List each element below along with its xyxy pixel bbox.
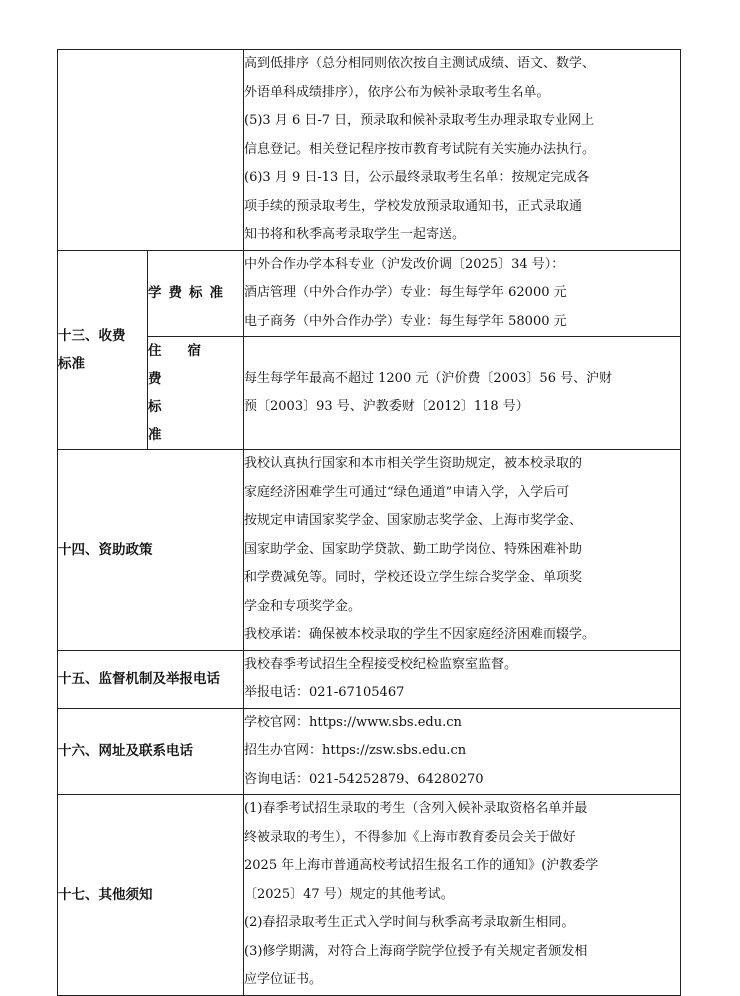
text-line: 应学位证书。 [244,972,323,987]
fees-heading-line2: 标准 [58,355,85,372]
text-line: 国家助学金、国家助学贷款、勤工助学岗位、特殊困难补助 [244,541,583,557]
continuation-row [58,50,681,251]
other-content [244,795,681,996]
text-line: 酒店管理（中外合作办学）专业：每生每学年 62000 元 [244,285,567,300]
text-line: 家庭经济困难学生可通过“绿色通道”申请入学，入学后可 [244,484,570,500]
fees-lodging-row [58,337,681,450]
lodging-label-line2: 标准 [148,399,216,443]
text-line: 和学费减免等。同时，学校还设立学生综合奖学金、单项奖 [244,570,583,585]
admissions-website-line: 招生办官网：https://zsw.sbs.edu.cn [244,743,467,758]
text-line: 中外合作办学本科专业（沪发改价调〔2025〕34 号）： [244,256,565,272]
lodging-label-line1: 住宿费 [148,343,227,387]
continuation-content [244,50,681,251]
lodging-content [244,337,681,450]
website-line: 学校官网：https://www.sbs.edu.cn [244,714,462,730]
supervision-row [58,650,681,708]
supervision-content [244,650,681,708]
aid-row [58,450,681,651]
text-line: 电子商务（中外合作办学）专业：每生每学年 58000 元 [244,313,567,329]
text-line: (3)修学期满，对符合上海商学院学位授予有关规定者颁发相 [244,943,588,959]
text-line: 终被录取的考生），不得参加《上海市教育委员会关于做好 [244,829,576,845]
text-line: 外语单科成绩排序），依序公布为候补录取考生名单。 [244,84,550,100]
tuition-label-cell [148,250,244,337]
aid-heading: 十四、资助政策 [58,450,244,651]
text-line: 预〔2003〕93 号、沪教委财〔2012〕118 号） [244,399,529,414]
text-line: 项手续的预录取考生，学校发放预录取通知书，正式录取通 [244,198,583,214]
fees-heading-line1: 十三、收费 [58,327,126,344]
text-line: 我校春季考试招生全程接受校纪检监察室监督。 [244,656,518,672]
aid-content [244,450,681,651]
text-line: 我校承诺：确保被本校录取的学生不因家庭经济困难而辍学。 [244,627,596,642]
text-line: 我校认真执行国家和本市相关学生资助规定，被本校录取的 [244,456,583,471]
fees-tuition-row [58,250,681,337]
text-line: (5)3 月 6 日-7 日，预录取和候补录取考生办理录取专业网上 [244,113,595,128]
tuition-label: 学费标准 [148,285,230,302]
text-line: 信息登记。相关登记程序按市教育考试院有关实施办法执行。 [244,141,596,157]
text-line: 高到低排序（总分相同则依次按自主测试成绩、语文、数学、 [244,56,596,71]
text-line: (2)春招录取考生正式入学时间与秋季高考录取新生相同。 [244,915,575,930]
contact-heading: 十六、网址及联系电话 [58,708,244,795]
fees-heading [58,250,148,450]
text-line: (1)春季考试招生录取的考生（含列入候补录取资格名单并最 [244,801,588,816]
text-line: (6)3 月 9 日-13 日，公示最终录取考生名单：按规定完成各 [244,170,590,185]
tuition-content [244,250,681,337]
lodging-label-cell [148,337,244,450]
contact-row [58,708,681,795]
text-line: 举报电话：021-67105467 [244,685,405,700]
contact-content [244,708,681,795]
continuation-heading-cell [58,50,244,251]
phone-line: 咨询电话：021-54252879、64280270 [244,771,484,787]
other-heading: 十七、其他须知 [58,795,244,996]
text-line: 2025 年上海市普通高校考试招生报名工作的通知》(沪教委学 [244,858,599,873]
other-row [58,795,681,996]
text-line: 知书将和秋季高考录取学生一起寄送。 [244,227,466,242]
text-line: 按规定申请国家奖学金、国家励志奖学金、上海市奖学金、 [244,513,583,528]
supervision-heading: 十五、监督机制及举报电话 [58,650,244,708]
text-line: 〔2025〕47 号）规定的其他考试。 [244,886,454,902]
admissions-table [57,49,681,996]
text-line: 每生每学年最高不超过 1200 元（沪价费〔2003〕56 号、沪财 [244,370,613,386]
text-line: 学金和专项奖学金。 [244,598,362,614]
